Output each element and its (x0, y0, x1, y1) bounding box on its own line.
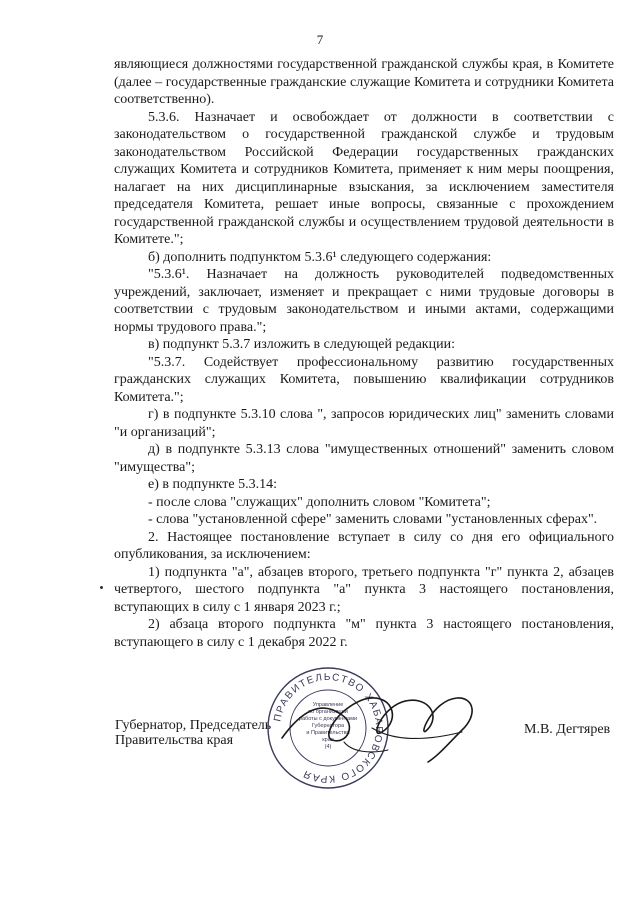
document-body (114, 56, 614, 651)
stamp-inner-line: по организации (308, 709, 348, 715)
stamp-inner-line: (4) (324, 744, 332, 750)
paragraph: 2. Настоящее постановление вступает в силу со дня его официального опубликования, за исключением: (114, 529, 614, 562)
paragraph: - после слова "служащих" дополнить словом "Комитета"; (148, 494, 491, 510)
paragraph: 1) подпункта "а", абзацев второго, третьего подпункта "г" пункта 2, абзацев четвертого, шестого подпункта "а" пункта 3 настоящего постановления, вступающих в силу с 1 января 2023 г.; (114, 564, 614, 615)
stamp-inner-line: и Правительства (306, 730, 350, 736)
margin-dot (100, 586, 103, 589)
signatory-name: М.В. Дегтярев (524, 722, 611, 737)
paragraph: в) подпункт 5.3.7 изложить в следующей редакции: (148, 337, 455, 352)
position-line: Правительства края (115, 733, 234, 748)
stamp-inner-line: края (322, 737, 334, 743)
paragraph: являющиеся должностями государственной гражданской службы края, в Комитете (далее – государственные гражданские служащие Комитета и сотрудники Комитета соответственно). (114, 57, 614, 107)
paragraph: г) в подпункте 5.3.10 слова ", запросов юридических лиц" заменить словами "и организаций"; (114, 407, 614, 440)
paragraph: "5.3.6¹. Назначает на должность руководителей подведомственных учреждений, заключает, изменяет и прекращает с ними трудовые договоры в соответствии с трудовым законодательством и иными актами, содержащими нормы трудового права."; (114, 267, 614, 335)
paragraph: б) дополнить подпунктом 5.3.6¹ следующего содержания: (148, 249, 492, 265)
paragraph: д) в подпункте 5.3.13 слова "имущественных отношений" заменить словом "имущества"; (114, 442, 614, 475)
signatory-position (115, 718, 271, 748)
paragraph: 5.3.6. Назначает и освобождает от должности в соответствии с законодательством о государственной гражданской службе и трудовым законодательством Российской Федерации государственных гражданских служащих Комитета и сотрудников Комитета, применяет к ним меры поощрения, налагает на них дисциплинарные взыскания, за исключением заместителя председателя Комитета, решает иные вопросы, связанные с прохождением государственной гражданской службы и осуществлением трудовой деятельности в Комитете."; (114, 109, 614, 247)
position-line: Губернатор, Председатель (115, 718, 272, 733)
stamp-ring-text: ПРАВИТЕЛЬСТВО ХАБАРОВСКОГО КРАЯ (272, 671, 385, 785)
stamp-inner-line: работы с документами (298, 716, 358, 722)
paragraph: е) в подпункте 5.3.14: (148, 477, 278, 492)
page-number: 7 (316, 32, 324, 47)
paragraph: - слова "установленной сфере" заменить словами "установленных сферах". (148, 512, 598, 527)
paragraph: "5.3.7. Содействует профессиональному развитию государственных гражданских служащих Комитета, повышению квалификации сотрудников Комитета."; (114, 354, 614, 405)
stamp-inner-line: Губернатора (311, 723, 345, 729)
handwritten-signature (252, 670, 492, 780)
paragraph: 2) абзаца второго подпункта "м" пункта 3 настоящего постановления, вступающего в силу с 1 декабря 2022 г. (114, 617, 614, 650)
stamp-inner-line: Управление (312, 702, 344, 708)
